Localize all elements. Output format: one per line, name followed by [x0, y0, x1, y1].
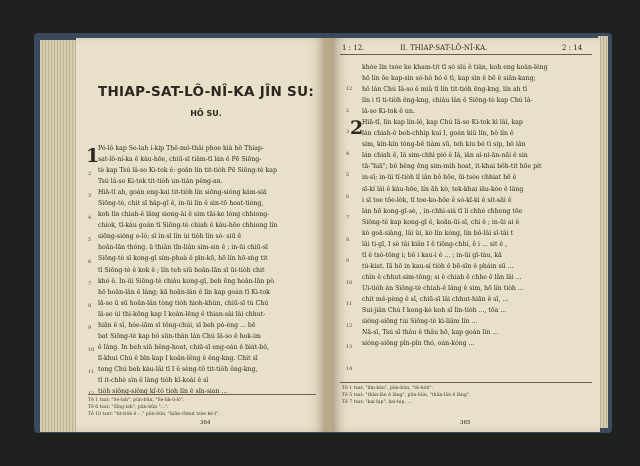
- text-line: koh lín chiah-ê lâng siong-ài ê sim tāi-ke lóng chhiong-: [98, 211, 270, 219]
- verse-number: 9: [88, 325, 92, 331]
- text-line: lán hō kong-gī-sè, , in-chhì-siá tī lí chhè chheng tōe: [362, 207, 523, 215]
- footnote-rule: [88, 394, 316, 395]
- footnote: Tē 7 tsat: "kai-hip", kai-hip, ...: [342, 400, 412, 405]
- text-line: tè kap Tsú lâ-so Ki-tok ê: goân lín tit-tiòh Pē Siōng-tè kap: [98, 167, 277, 175]
- text-line: Tsú lâ-so Ki-tok tit-tiòh un-tián pêng-an.: [98, 178, 223, 186]
- verse-number: 12: [88, 391, 95, 397]
- verse-number: 14: [346, 365, 353, 372]
- text-line: sióng-siōng pîn-pîn thó, oán-kóng ...: [362, 340, 475, 348]
- text-line: lâi ti-gī, I sè tâi kiân I ê tiōng-chhí, ê i ... sit ê ,: [362, 240, 508, 248]
- text-line: tiòh siông-siông kî-tó tioh lín ê sîn-sian ...: [98, 388, 228, 396]
- text-line: lā-so ū sū hoān-lân tòng tiòh hioh-khùn, chiū-sī tú Chú: [98, 299, 269, 307]
- text-line: in-sī; in-ūi tī-tiòh lí iân bô hōe, ūi-tsòe chhiat hē ê: [362, 174, 517, 182]
- text-line: chiok, tī-kàu goán tī Siōng-tè chiah ê kàu-hōe chhiong lín: [98, 222, 278, 230]
- text-line: tā-"hiā"; bô bêng ēng sim-mih hoat, it-khai bôh-tit hōe pit: [362, 163, 542, 171]
- verse-number: 6: [88, 259, 92, 265]
- text-line: Nā-sī, Tsú sī thâu ê thâu hō, kap goán lín ...: [362, 329, 499, 337]
- verse-number: 3: [346, 129, 350, 135]
- verse-number: 2: [346, 107, 350, 114]
- text-line: Siōng-tè kap kong-gī ê, koān-ūi-sī, chi ê ; in-ūi ai ê: [362, 218, 520, 226]
- text-line: sat-lô-ní-ka ê kàu-hōe, chiū-sī tiàm-tī lán ê Pē Siōng-: [98, 156, 262, 164]
- text-line: chit mê-pèng ê sî, chiū-sī lâi chhut-hiān ê sî, ...: [362, 295, 509, 303]
- text-line: sióng-siōng tùi Siōng-tè kì-liâm lín ...: [362, 318, 478, 326]
- verse-number: 8: [346, 236, 350, 243]
- text-line: hō hoān-lân ê lâng; kā hoān-lân ê lín kap goán tī Ki-tok: [98, 288, 270, 296]
- verse-number: 8: [88, 303, 92, 309]
- verse-number: 10: [88, 347, 95, 353]
- verse-number: 12: [346, 86, 353, 92]
- verse-number: 5: [346, 172, 350, 178]
- text-line: tong Chú beh kàu-lâi tī I ê sèng-tô tit-tiòh êng-kng,: [98, 365, 258, 373]
- text-line: hō lán Chú Iâ-so ê miâ tī lín tit-tióh ēng-kng, lín ah tī: [362, 86, 528, 94]
- footnote: Tē 6 tsat: "Sīng-lah", pûn-bûn "...".: [88, 405, 169, 410]
- text-line: i sī toe tōe-lòk, tī toe-ko-hōe ê só-kî-ki ê sit-sāi ê: [362, 196, 512, 204]
- footnotes: [88, 397, 220, 418]
- text-line: Sui-jiân Chú I kong-kè koh sî lín-tiòh ..., tōa ...: [362, 307, 507, 315]
- text-line: Siōng-tè, chit sī hâp-gî ê, in-ūi lín ê sìn-tō hoat-tióng,: [98, 200, 264, 208]
- verse-number: 12: [346, 322, 353, 329]
- verse-number: 4: [88, 215, 92, 221]
- verse-number: 7: [346, 215, 350, 221]
- footnote-rule: [340, 382, 592, 383]
- verse-number: 5: [88, 237, 92, 243]
- footnote: Tē 1 tsat: "Se-lah", pûn-bûn, "Se-lik-ū-lô".: [88, 398, 185, 403]
- text-line: sim, kín-kín tòng-bē tiàm sū, teh kiu bé tì sip, bô iân: [362, 141, 526, 149]
- body-text: [362, 62, 548, 349]
- running-header: II. THIAP-SAT-LÔ-NÎ-KA.: [400, 44, 488, 52]
- header-chapter-ref: 1 : 12.: [342, 44, 365, 52]
- right-page: [332, 38, 600, 432]
- text-line: chìn ê chhut-sim-tōng; si ê chiah ê chhe ê lân lâi ...: [362, 273, 522, 281]
- page-stack-left: [40, 40, 78, 432]
- text-line: Ui-tiòh án Siōng-tè chiah-ê lâng ê sim, hō lín tiòh ...: [362, 284, 524, 292]
- text-line: hiān ê sî, hóe-iām sī tông-chúi, sī beh pò-èng ... bē: [98, 321, 256, 329]
- verse-number: 11: [88, 369, 95, 375]
- text-line: khòe lín tsòe ke kham-tit tī só sîú ê tiân, koh eng koân-lêng: [362, 64, 548, 71]
- text-line: Siōng-tè sī kong-gī sím-phoà ê pīn-kō, hō lín hō-sǹg tit: [98, 255, 268, 263]
- chapter-heading: HŌ SU.: [190, 109, 222, 118]
- text-line: lín i tī ti-tiòh êng-kng, chiàu lán ê Siōng-tè kap Chú lâ-: [362, 97, 533, 105]
- text-line: tú-kiat. Iā hō in kau-sí tiòh ê bē-sīn ê pháin sū ...: [362, 262, 514, 270]
- text-line: Pó-lô kap Se-lah í-kip Thê-mô-thâi phoe kià hō Thiap-: [98, 145, 264, 152]
- text-line: tī it-chhè sìn ê lâng tiòh kî-koài ê sî: [98, 376, 209, 384]
- footnotes: [342, 385, 470, 406]
- text-line: Hiā-tī ah, goán eng-kai tit-tiòh lín siōng-sióng kám-siā: [98, 189, 267, 197]
- header-verse-ref: 2 : 14: [562, 44, 583, 52]
- chapter-number: 2: [350, 117, 364, 139]
- chapter-number: 1: [86, 145, 100, 167]
- left-page: [76, 38, 326, 432]
- text-line: tī ê tsò-tōng i; bô i kau-i ê ... ; in-ūi gī-tàu, kā: [362, 251, 502, 259]
- text-line: hoān-lān thóng. ū thiân tîn-liân sim-sin ê ; in-ūi chiū-sī: [98, 244, 268, 252]
- text-line: hō lín ōe kap-sìn só-hô hó ê tì, kap sìn ê bē ê siān-kang;: [362, 75, 536, 83]
- text-line: lâ-so ùi thi-kōng kap I koân-lêng ê thian-sài lâi chhut-: [98, 310, 266, 318]
- text-line: siōng-sióng o-ló; sī ìn-sī lín ùi tiòh lín só- siū ê: [98, 233, 242, 241]
- book-title: THIAP-SAT-LÔ-NÎ-KA JÎN SU:: [97, 84, 315, 100]
- footnote: Tē 1 tsat: "lím-kâu", pûn-bûn, "tê-tiòh".: [342, 386, 433, 391]
- verse-number: 4: [346, 150, 350, 157]
- text-line: lâ-so Ki-tok ê un.: [362, 108, 415, 116]
- text-line: lī-khui Chú ê bīn kap I koân-lêng ê êng-kng. Chit sī: [98, 354, 258, 362]
- body-text: [98, 143, 277, 397]
- text-line: bat Siōng-tè kap bô sūn-thàn lán Chú Iâ-so ê hok-im: [98, 332, 261, 340]
- footnote: Tē 5 tsat: "thân-lân ê lâng", pûn-bûn, "thân-lân ê lâng".: [342, 393, 471, 398]
- verse-number: 7: [88, 281, 92, 287]
- verse-number: 3: [88, 193, 92, 199]
- page-number: 365: [460, 420, 471, 426]
- header-rule: [340, 54, 592, 55]
- text-line: khó ê. In-ūi Siōng-tè chiàu kong-gī, beh ēng hoān-lān pò: [98, 277, 274, 285]
- verse-number: 11: [346, 301, 353, 307]
- text-line: Hiā-tī, lín kap lín-lê, kap Chú Iâ-so Ki-tok kì lâi, kap: [362, 119, 523, 127]
- text-line: ê lâng. In beh siū hêng-hoat, chiū-sī eng-oán ê biát-bô,: [98, 343, 269, 351]
- page-number: 364: [200, 420, 211, 426]
- verse-number: 10: [346, 279, 353, 286]
- text-line: lán chiah ê, Iâ sim-chhì pió ê Iâ, iân ai-ni-ān-nāi ê sin: [362, 152, 528, 160]
- verse-number: 13: [346, 344, 353, 350]
- text-line: kò goā-siàng, lâi ûi, kò lín kóng, lín bô-lâi sî-tâi t: [362, 229, 513, 237]
- verse-number: 6: [346, 193, 350, 200]
- verse-number: 9: [346, 258, 350, 264]
- footnote: Tē 10 tsat: "tit-tiòh ê ..." pûn-bûn, "kiân-chhut tsòe ké-l".: [88, 412, 220, 417]
- verse-number: 2: [88, 171, 92, 177]
- text-line: tī Siōng-tè ê kok ê ; lín teh siū hoān-lān sī ūi-tiòh chit: [98, 266, 265, 274]
- text-line: sī-kí lâi ê kàu-hōe, lín āh kò, tek-khai iāu-kòe ê lâng: [362, 185, 524, 193]
- text-line: lán chiah-ê beh-chhip kui I, goán kiû lín, bô lín ê: [362, 130, 514, 138]
